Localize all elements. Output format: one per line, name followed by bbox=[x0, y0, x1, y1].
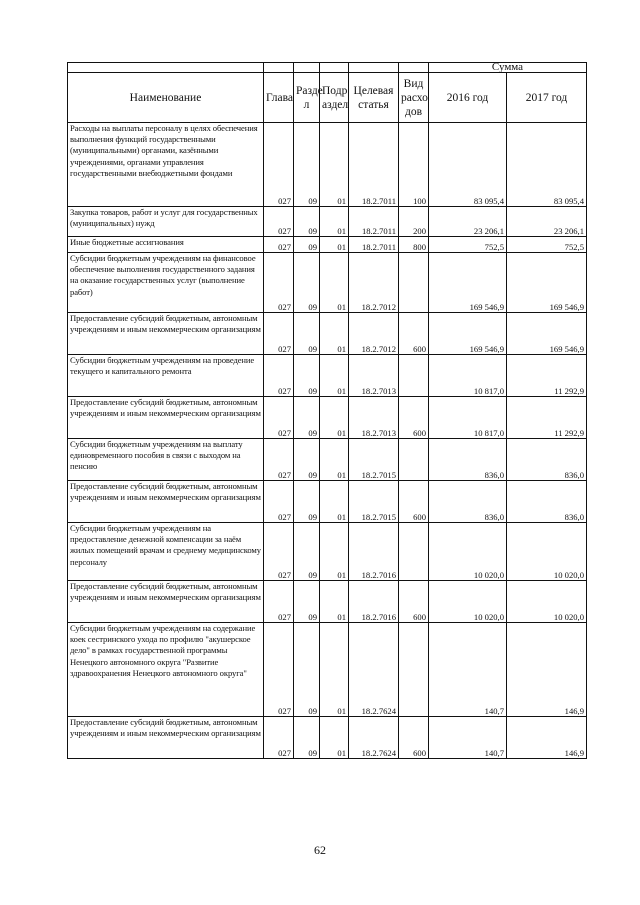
row-glava: 027 bbox=[264, 481, 294, 523]
row-amount-2016: 140,7 bbox=[429, 623, 507, 717]
row-vid-raskhodov: 600 bbox=[399, 397, 429, 439]
row-vid-raskhodov bbox=[399, 439, 429, 481]
row-glava: 027 bbox=[264, 237, 294, 253]
row-name: Предоставление субсидий бюджетным, автономным учреждениям и иным некоммерческим организациям bbox=[68, 581, 264, 623]
row-amount-2017: 146,9 bbox=[507, 623, 587, 717]
row-amount-2016: 836,0 bbox=[429, 481, 507, 523]
table-row bbox=[68, 253, 587, 313]
row-podrazdel: 01 bbox=[320, 623, 349, 717]
row-vid-raskhodov: 600 bbox=[399, 717, 429, 759]
row-vid-raskhodov: 200 bbox=[399, 207, 429, 237]
table-row bbox=[68, 355, 587, 397]
row-amount-2017: 146,9 bbox=[507, 717, 587, 759]
row-amount-2017: 836,0 bbox=[507, 439, 587, 481]
row-name: Расходы на выплаты персоналу в целях обеспечения выполнения функций государственными (муниципальными) органами, казёнными учреждениями, органами управления государственными внебюджетными фондами bbox=[68, 123, 264, 207]
row-celevaya-statya: 18.2.7011 bbox=[349, 237, 399, 253]
row-celevaya-statya: 18.2.7013 bbox=[349, 397, 399, 439]
row-celevaya-statya: 18.2.7016 bbox=[349, 523, 399, 581]
table-row bbox=[68, 523, 587, 581]
row-razdel: 09 bbox=[294, 207, 320, 237]
row-podrazdel: 01 bbox=[320, 123, 349, 207]
row-amount-2016: 169 546,9 bbox=[429, 253, 507, 313]
row-amount-2017: 169 546,9 bbox=[507, 313, 587, 355]
row-name: Субсидии бюджетным учреждениям на предоставление денежной компенсации за наём жилых помещений врачам и среднему медицинскому персоналу bbox=[68, 523, 264, 581]
row-podrazdel: 01 bbox=[320, 397, 349, 439]
celevaya-statya-column-header: Целевая статья bbox=[349, 73, 399, 123]
row-glava: 027 bbox=[264, 355, 294, 397]
row-razdel: 09 bbox=[294, 237, 320, 253]
row-name: Предоставление субсидий бюджетным, автономным учреждениям и иным некоммерческим организациям bbox=[68, 717, 264, 759]
row-vid-raskhodov: 600 bbox=[399, 313, 429, 355]
row-razdel: 09 bbox=[294, 123, 320, 207]
row-razdel: 09 bbox=[294, 717, 320, 759]
table-row bbox=[68, 207, 587, 237]
row-amount-2017: 10 020,0 bbox=[507, 523, 587, 581]
row-vid-raskhodov: 800 bbox=[399, 237, 429, 253]
page-number: 62 bbox=[314, 843, 326, 857]
row-vid-raskhodov: 100 bbox=[399, 123, 429, 207]
header-row bbox=[68, 73, 587, 123]
row-amount-2016: 10 020,0 bbox=[429, 523, 507, 581]
row-razdel: 09 bbox=[294, 397, 320, 439]
row-name: Субсидии бюджетным учреждениям на проведение текущего и капитального ремонта bbox=[68, 355, 264, 397]
row-podrazdel: 01 bbox=[320, 237, 349, 253]
row-glava: 027 bbox=[264, 207, 294, 237]
row-vid-raskhodov bbox=[399, 253, 429, 313]
table-row bbox=[68, 481, 587, 523]
row-glava: 027 bbox=[264, 581, 294, 623]
row-razdel: 09 bbox=[294, 523, 320, 581]
row-podrazdel: 01 bbox=[320, 439, 349, 481]
row-razdel: 09 bbox=[294, 355, 320, 397]
row-glava: 027 bbox=[264, 523, 294, 581]
row-podrazdel: 01 bbox=[320, 717, 349, 759]
row-podrazdel: 01 bbox=[320, 355, 349, 397]
row-vid-raskhodov bbox=[399, 623, 429, 717]
row-amount-2017: 169 546,9 bbox=[507, 253, 587, 313]
row-amount-2016: 83 095,4 bbox=[429, 123, 507, 207]
row-name: Субсидии бюджетным учреждениям на содержание коек сестринского ухода по профилю "акушерское дело" в рамках государственной программы Ненецкого автономного округа "Развитие здравоохранения Ненецкого автономного округа" bbox=[68, 623, 264, 717]
row-glava: 027 bbox=[264, 439, 294, 481]
row-glava: 027 bbox=[264, 397, 294, 439]
row-amount-2016: 140,7 bbox=[429, 717, 507, 759]
year-2016-column-header: 2016 год bbox=[429, 73, 507, 123]
row-amount-2017: 752,5 bbox=[507, 237, 587, 253]
row-amount-2017: 11 292,9 bbox=[507, 397, 587, 439]
row-name: Предоставление субсидий бюджетным, автономным учреждениям и иным некоммерческим организациям bbox=[68, 481, 264, 523]
row-amount-2016: 10 817,0 bbox=[429, 397, 507, 439]
table-row bbox=[68, 397, 587, 439]
row-celevaya-statya: 18.2.7016 bbox=[349, 581, 399, 623]
row-amount-2017: 83 095,4 bbox=[507, 123, 587, 207]
row-celevaya-statya: 18.2.7015 bbox=[349, 481, 399, 523]
row-amount-2017: 23 206,1 bbox=[507, 207, 587, 237]
row-podrazdel: 01 bbox=[320, 207, 349, 237]
row-celevaya-statya: 18.2.7624 bbox=[349, 717, 399, 759]
row-celevaya-statya: 18.2.7013 bbox=[349, 355, 399, 397]
row-vid-raskhodov bbox=[399, 355, 429, 397]
row-name: Субсидии бюджетным учреждениям на выплату единовременного пособия в связи с выходом на пенсию bbox=[68, 439, 264, 481]
row-amount-2016: 836,0 bbox=[429, 439, 507, 481]
row-podrazdel: 01 bbox=[320, 481, 349, 523]
row-razdel: 09 bbox=[294, 623, 320, 717]
row-name: Субсидии бюджетным учреждениям на финансовое обеспечение выполнения государственного задания на оказание государственных услуг (выполнение работ) bbox=[68, 253, 264, 313]
row-vid-raskhodov: 600 bbox=[399, 581, 429, 623]
row-glava: 027 bbox=[264, 623, 294, 717]
row-amount-2016: 10 817,0 bbox=[429, 355, 507, 397]
row-razdel: 09 bbox=[294, 581, 320, 623]
row-amount-2016: 752,5 bbox=[429, 237, 507, 253]
name-column-header: Наименование bbox=[68, 73, 264, 123]
table-row bbox=[68, 123, 587, 207]
row-name: Предоставление субсидий бюджетным, автономным учреждениям и иным некоммерческим организациям bbox=[68, 397, 264, 439]
summa-header: Сумма bbox=[429, 63, 587, 73]
row-podrazdel: 01 bbox=[320, 523, 349, 581]
row-vid-raskhodov bbox=[399, 523, 429, 581]
year-2017-column-header: 2017 год bbox=[507, 73, 587, 123]
row-celevaya-statya: 18.2.7624 bbox=[349, 623, 399, 717]
row-glava: 027 bbox=[264, 123, 294, 207]
row-amount-2016: 10 020,0 bbox=[429, 581, 507, 623]
row-razdel: 09 bbox=[294, 253, 320, 313]
table-row bbox=[68, 439, 587, 481]
row-celevaya-statya: 18.2.7015 bbox=[349, 439, 399, 481]
row-razdel: 09 bbox=[294, 313, 320, 355]
row-podrazdel: 01 bbox=[320, 313, 349, 355]
row-amount-2017: 10 020,0 bbox=[507, 581, 587, 623]
row-vid-raskhodov: 600 bbox=[399, 481, 429, 523]
row-amount-2016: 23 206,1 bbox=[429, 207, 507, 237]
razdel-column-header: Разде л bbox=[294, 73, 320, 123]
row-glava: 027 bbox=[264, 253, 294, 313]
glava-column-header: Глава bbox=[264, 73, 294, 123]
row-amount-2016: 169 546,9 bbox=[429, 313, 507, 355]
podrazdel-column-header: Подр аздел bbox=[320, 73, 349, 123]
row-razdel: 09 bbox=[294, 439, 320, 481]
row-podrazdel: 01 bbox=[320, 581, 349, 623]
budget-table bbox=[67, 62, 587, 759]
table-body bbox=[68, 123, 587, 759]
header-top-row bbox=[68, 63, 587, 73]
row-glava: 027 bbox=[264, 313, 294, 355]
row-name: Иные бюджетные ассигнования bbox=[68, 237, 264, 253]
row-amount-2017: 11 292,9 bbox=[507, 355, 587, 397]
row-podrazdel: 01 bbox=[320, 253, 349, 313]
row-celevaya-statya: 18.2.7012 bbox=[349, 253, 399, 313]
row-name: Предоставление субсидий бюджетным, автономным учреждениям и иным некоммерческим организациям bbox=[68, 313, 264, 355]
table-row bbox=[68, 237, 587, 253]
vid-raskhodov-column-header: Вид расхо дов bbox=[399, 73, 429, 123]
table-row bbox=[68, 581, 587, 623]
row-razdel: 09 bbox=[294, 481, 320, 523]
row-glava: 027 bbox=[264, 717, 294, 759]
table-row bbox=[68, 623, 587, 717]
row-name: Закупка товаров, работ и услуг для государственных (муниципальных) нужд bbox=[68, 207, 264, 237]
row-celevaya-statya: 18.2.7011 bbox=[349, 123, 399, 207]
table-row bbox=[68, 717, 587, 759]
table-row bbox=[68, 313, 587, 355]
row-celevaya-statya: 18.2.7012 bbox=[349, 313, 399, 355]
row-amount-2017: 836,0 bbox=[507, 481, 587, 523]
row-celevaya-statya: 18.2.7011 bbox=[349, 207, 399, 237]
